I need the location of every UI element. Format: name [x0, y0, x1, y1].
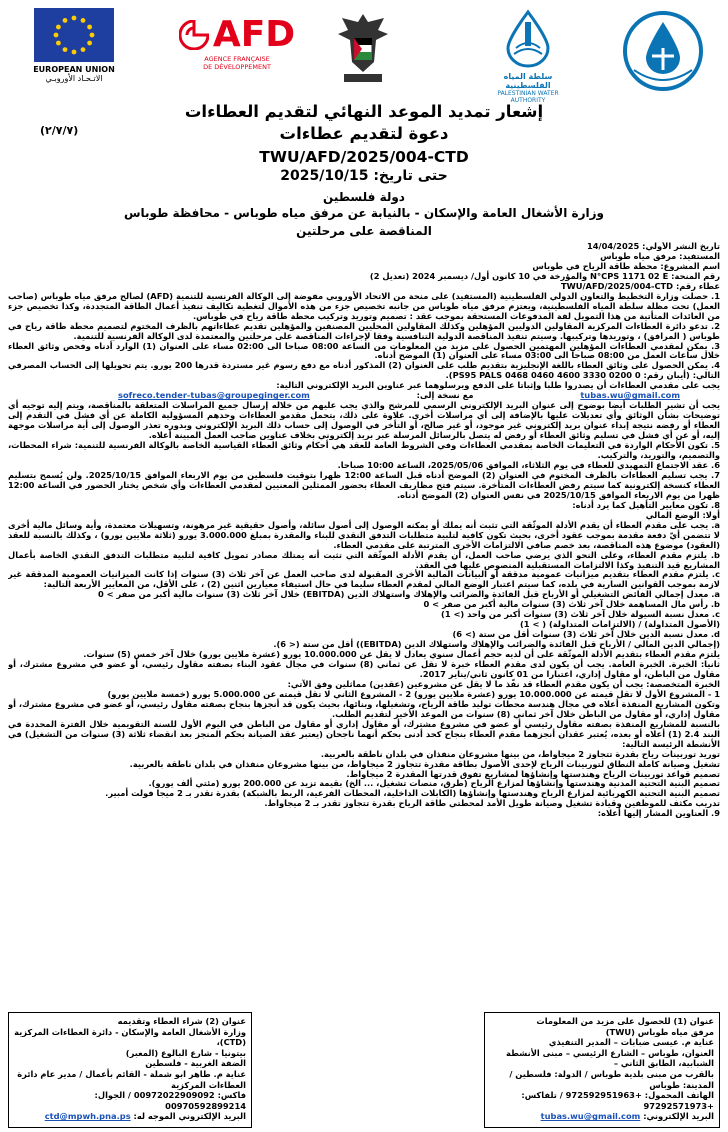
- criterion-a: a. يجب على مقدم العطاء أن يقدم الأدلة الموثّقة التي تثبت أنه يملك أو يمكنه الوصول إلى أصول سائلة، وأصول حقيقية غير مرهونة، وتسهيلات معتمدة، وأية وسائل مالية أخرى لا تتضمن أيّ دفعة مقدمة بموجب عقود أخرى، بحيث تكون كافية لتلبية متطلبات التدفق النقدي للبناء والمقدرة بمبلغ 3.000.000 يورو (ثلاثة ملايين يورو) ، وكذلك بالنسبة للعقد (العقود) موضوع هذه المناقصة، بعد خصم صافي الالتزامات الأخرى المترتبة على مقدمي العطاء.: [8, 519, 720, 550]
- financial-heading: أولا: الوضع المالي: [645, 509, 720, 520]
- address-box-1: [484, 1012, 720, 1128]
- address1-email-label: البريد الإلكتروني:: [643, 1111, 714, 1122]
- activity-3: تصميم قواعد توربينات الرياح وهندستها وإنشاؤها لمشاريع تفوق قدرتها المقدرة 2 ميجاواط.: [346, 768, 720, 779]
- contract-activities: بالنسبة للمشاريع المنفذة بصفته مقاول رئيسي أو عضو في مشروع مشترك، أو مقاول إداري أو مقاول من الباطن في اليوم الأول للسنة التقويمية خلال الفترة المحددة في البند 2.4 (1) أعلاه أو بعده، يُعتبر عقدان أنجزهما مقدم العطاء بنجاح كحد أدنى بحكم أنهما ناجحان (يعتبر عقد الصيانة بحكم المنجز بعد انقضاء ثلاثة (3) سنوات من التشغيل) في الأنشطة الرئيسة التالية:: [8, 718, 720, 749]
- paragraph-1: 1. حصلت وزارة التخطيط والتعاون الدولي الفلسطينية (المستفيد) على منحة من الاتحاد الأوروبي مفوضة إلى الوكالة الفرنسية للتنمية (AFD) لصالح مرفق مياه طوباس (صاحب العمل) تحت مظلة سلطة المياه الفلسطينية، ويعتزم مرفق مياه طوباس من جانبه تخصيص جزء من هذه الأموال لتغطية تكاليف تنفيذ أعمال الطاقة المتجددة، وكذا تخصيص جزء من العائدات المتأتية من هذا التمويل لفة المدفوعات المستحقة بموجب عقد : تصميم وتوريد وتركيب محطة طاقة رياح في طوباس.: [8, 290, 720, 321]
- project-values: 1 - المشروع الأول لا تقل قيمته عن 10.000.000 يورو (عشرة ملايين يورو) 2 - المشروع الثاني لا تقل قيمته عن 5.000.000 يورو (خمسة ملايين يورو): [107, 688, 720, 699]
- address2-line1: وزارة الأشغال العامة والإسكان - دائرة العطاءات المركزية (CTD)،: [14, 1026, 246, 1048]
- tender-type: المناقصة على مرحلتين: [296, 224, 432, 238]
- paragraph-5: 5. تكون الأحكام الواردة في التعليمات الخاصة بمقدمي العطاءات وفي الشروط العامة للعقد هي أحكام وثائق العطاء القياسية الخاصة بالوكالة الفرنسية للتنمية: شراء المحطات، والتصميم، والتوريد، والتركيب.: [8, 440, 720, 461]
- eagle-emblem-icon: [334, 8, 392, 92]
- address1-email-row: [490, 1111, 714, 1122]
- twu-logo: [618, 8, 708, 98]
- address1-line1: مرفق مياه طوباس (TWU): [605, 1026, 714, 1037]
- twu-emblem-icon: [620, 8, 706, 94]
- grant-number: رقم المنحة: N°CPS 1171 02 E والمؤرخة في 10 كانون أول/ ديسمبر 2024 (تعديل 2): [369, 270, 720, 281]
- ratio-d-formula: (إجمالي الدين المالي / الأرباح قبل الفائدة والضرائب والإهلاك واستهلاك الدين (EBITDA)) أقل من ستة (< 6).: [273, 639, 720, 650]
- address1-heading: عنوان (1) للحصول على مزيد من المعلومات: [536, 1016, 714, 1026]
- publish-date: تاريخ النشر الأولي: 14/04/2025: [587, 242, 720, 251]
- paragraph-4: 4. يمكن الحصول على وثائق العطاء باللغة الإنجليزية بتقديم طلب على العنوان (2) المذكور أدناه مع دفع رسوم غير مستردة قدرها 200 يورو. يتم تحويلها إلى الحساب المصرفي التالي: (أيبان رقم: PS95 PALS 0468 0460 4600 3330 0200 0).: [8, 360, 720, 381]
- ratio-d: d. معدل نسبة الدين خلال آخر ثلاث (3) سنوات أقل من ستة (> 6): [452, 629, 720, 640]
- email-cc-link[interactable]: sofreco.tender-tubas@groupeginger.com: [118, 390, 310, 401]
- ratio-c: c. معدل نسبة السيولة خلال آخر ثلاث (3) سنوات أكبر من واحد (> 1): [441, 609, 720, 620]
- palestine-emblem: [334, 8, 392, 96]
- eu-logo: [28, 8, 120, 83]
- email-note: يجب أن تشير الطلبات أيضا بوضوح إلى عنوان البريد الإلكتروني الرسمي للمرشح والذي يجب عليهم من خلاله إرسال جميع المراسلات المتعلقة بالمناقصة، ويتم إليه توجيه أي توضيحات بشأن الوثائق وأي تعديلات عليها بالإضافة إلى أي مراسلات أخرى. علاوة على ذلك، يتحمل مقدمو العطاءات وحدهم المسؤولية الكاملة عن أي فشل في التقدم إلى العطاء أو رفضه نتيجة إبداء عنوان بريد إلكتروني غير موجود، أو غير صالح، أو التأخر في الوصول إلى حساب ذلك البريد الإلكتروني وبدوره تعذر الوصول إلى أية مراسلات موجهة إليه، أو عن أي فشل في تسليم وثائق العطاء أو رفض له يتصل بالرسائل المرسلة عبر بريد إلكتروني بخلاف عناوين صاحب العمل المبينة أعلاه.: [8, 400, 720, 441]
- paragraph-2: 2. تدعو دائرة العطاءات المركزية المقاولين الدوليين المؤهلين وكذلك المقاولين المحليين المصنفين والمؤهلين تقديم عطاءاتهم بالظرف المختوم لتصميم محطة طاقة رياح في طوباس ( المرافق) ، وتوريدها وتركيبها. وسيتم تنفيذ المناقصة الدولية التنافسية وفقا لإجراءات المناقصة على مرحلتين والمعتمدة لدى الوكالة الفرنسية للتنمية.: [8, 320, 720, 341]
- address2-line5: فاكس: 00972022909092 / الجوال: 00970592899214: [94, 1090, 246, 1111]
- address1-email-link[interactable]: tubas.wu@gmail.com: [540, 1111, 641, 1122]
- afd-mark: AFD: [212, 14, 296, 55]
- notice-subtitle: دعوة لتقديم عطاءات: [279, 124, 449, 143]
- water-drop-icon: [498, 8, 558, 68]
- address-box-2: [8, 1012, 252, 1128]
- afd-logo: [172, 8, 302, 71]
- country: دولة فلسطين: [323, 190, 405, 204]
- activity-4: تصميم البنية التحتية المدنية وهندستها وإنشاؤها لمزارع الرياح (طرق، منصات تشغيل، ... الخ) بقيمة تزيد عن 200.000 يورو (مئتي ألف يورو).: [148, 778, 720, 789]
- paragraph-6: 6. عقد الاجتماع التمهيدي للعطاء في يوم الثلاثاء، الموافق 2025/05/06، الساعة 10:00 صباحا.: [337, 459, 720, 470]
- ratio-c-formula: (الأصول المتداولة) / (الالتزامات المتداولة) ( > 1): [520, 619, 720, 630]
- eu-name-ar: الاتـحـاد الأوروبـي: [45, 74, 103, 83]
- paragraph-8: 8. تكون معايير التأهيل كما يرد أدناه:: [572, 499, 720, 510]
- address2-email-label: البريد الإلكتروني الموجه له:: [133, 1111, 246, 1122]
- ratio-b: b. رأس مال المساهمة خلال آخر ثلاث (3) سنوات مالية أكبر من صفر > 0: [423, 599, 720, 610]
- email-primary-link[interactable]: tubas.wu@gmail.com: [580, 390, 680, 401]
- ratio-a: a. معدل إجمالي الفائض التشغيلي أو الأرباح قبل الفائدة والضرائب والإهلاك واستهلاك الدين (EBITDA) خلال آخر ثلاث (3) سنوات مالية أكبر من صفر > 0: [97, 589, 720, 600]
- turnover-requirement: يلتزم مقدم العطاء بتقديم الأدلة الموثّقة على أن لديه حجم أعمال سنوي يعادل لا يقل عن 10.000.000 يورو (عشرة ملايين يورو) خلال آخر خمس (5) سنوات.: [83, 649, 720, 660]
- deadline-date: حتى تاريخ: 2025/10/15: [280, 168, 448, 184]
- project-domain: وتكون المشاريع المنفذة أعلاه في مجال هندسة محطات توليد طاقة الرياح، وتشغيلها، وبنائها، بحيث يكون قد أنجزها بنجاح بصفته مقاول رئيسي، أو عضو في مشروع مشترك، أو مقاول إداري، أو مقاول من الباطن خلال آخر ثماني (8) سنوات من الموعد الأخير لتقديم الطلب.: [8, 698, 720, 719]
- address2-line3: الضفة الغربية - فلسطين: [145, 1058, 246, 1069]
- tender-number: عطاء رقم: TWU/AFD/2025/004-CTD: [560, 280, 720, 291]
- tender-code: TWU/AFD/2025/004-CTD: [259, 148, 469, 166]
- addresses-heading: 9. العناوين المشار إليها أعلاه:: [597, 808, 720, 819]
- eu-name-en: EUROPEAN UNION: [33, 65, 115, 74]
- paragraph-7: 7. يجب تسليم العطاءات بالظرف المختوم في العنوان (2) الموضح أدناه قبل الساعة 12:00 ظهرا بتوقيت فلسطين من يوم الاربعاء الموافق 2025/10/15. ولن يُسمح بتسليم العطاء كنسخة إلكترونية كما سيتم رفض العطاءات المتأخرة. سيتم فتح مظاريف العطاء بحضور الممثلين المعنيين لمقدمي العطاءات وأي شخص يختار الحضور في الساعة 12:00 ظهرا من يوم الاربعاء الموافق 2025/10/15 في نفس العنوان (2) الموضح أدناه.: [8, 469, 720, 500]
- criterion-b: b. يلتزم مقدم العطاء، وعلى النحو الذي يرضي صاحب العمل، أن يقدم الأدلة الموثّقة التي تثبت أنه يمتلك مصادر تمويل كافية لتلبية متطلبات التدفق النقدي الخاصة بأعمال المشاريع قيد التنفيذ وكذا الالتزامات المستقبلية المنصوص عليها في العقد.: [8, 549, 720, 570]
- pwa-name-en: PALESTINIAN WATER AUTHORITY: [497, 90, 559, 104]
- project-name: اسم المشروع: محطة طاقة الرياح في طوباس: [532, 260, 720, 271]
- activity-2: تشغيل وصيانة كاملة النطاق لتوربينات الرياح لإحدى الأصول بطاقة مقدرة تتجاوز 2 ميجاواط، من بينها مشروعان منفذان في بلدان ناطقة بالعربية.: [129, 758, 720, 769]
- address2-email-row: [14, 1111, 246, 1122]
- email-instruction: يجب على مقدمي العطاءات أن يصدروا طلبا وإثباتا على الدفع ويرسلوهما عبر عناوين البريد الإلكتروني التالية:: [276, 380, 720, 391]
- address2-line4: عناية م. طاهر ابو شملة - القائم بأعمال / مدير عام دائرة العطاءات المركزية: [17, 1068, 246, 1090]
- eu-flag-icon: [34, 8, 114, 62]
- afd-sub-2: DE DÉVELOPPEMENT: [203, 63, 271, 71]
- notice-body: [8, 242, 720, 958]
- address2-heading: عنوان (2) شراء العطاء وتقديمه: [117, 1016, 246, 1026]
- activity-5: تصميم البنية التحتية الكهربائية لمزارع الرياح وهندستها وإنشاؤها (الكابلات الداخلية، المحطات الفرعية، الربط بالشبكة) بقدرة تقدر بـ 2 ميجا فولت أمبير.: [105, 788, 720, 799]
- address1-line5: الهاتف المحمول: +972592951963 / تلفاكس: +97292571973: [521, 1090, 714, 1111]
- address2-email-link[interactable]: ctd@mpwh.pna.ps: [44, 1111, 131, 1122]
- reference-number: (٢/٧/٧): [40, 124, 79, 137]
- paragraph-3: 3. يمكن لمقدمي العطاءات المؤهلين المهتمين الحصول على مزيد من المعلومات من الساعة 08:00 صباحا الى 02:00 مساء على العنوان (1) الوارد أدناه وفحص وثائق العطاء خلال ساعات العمل من 08:00 صباحا الى 03:00 مساء على العنوان (1) الموضح أدناه.: [8, 340, 720, 361]
- address2-line2: بيتونيا - شارع البالوع (المعبر): [125, 1047, 246, 1058]
- specific-experience: الخبرة المتخصصة: يجب أن يكون مقدم العطاء قد نفّذ ما لا يقل عن مشروعين (عقدين) مماثلين وفق الآتي:: [287, 678, 720, 689]
- afd-emblem-icon: [179, 20, 209, 50]
- pwa-name-ar: سلطة المياه الفلسطينية: [503, 72, 553, 90]
- pwa-logo: [482, 8, 574, 104]
- notice-title: إشعار تمديد الموعد النهائي لتقديم العطاءات: [184, 102, 544, 121]
- address1-line2: عناية م. عيسى ضبابات – المدير التنفيذي: [548, 1037, 714, 1048]
- afd-sub-1: AGENCE FRANÇAISE: [204, 55, 270, 63]
- beneficiary: المستفيد: مرفق مياه طوباس: [600, 250, 720, 261]
- address1-line3: العنوان، طوباس – الشارع الرئيسي – مبنى الأنشطة الشبابية، الطابق الثاني –: [506, 1047, 714, 1069]
- address1-line4: بالقرب من مبنى بلدية طوباس / الدولة: فلسطين / المدينة: طوباس: [509, 1068, 714, 1090]
- general-experience: ثانيا: الخبرة. الخبرة العامة. يجب أن يكون لدى مقدم العطاء خبرة لا تقل عن ثماني (8) سنوات في مجال عقود البناء بصفته مقاول رئيسي، أو عضو في مشروع مشترك، أو مقاول من الباطن، أو مقاول إداري، اعتبارا من 01 كانون ثاني/يناير 2017.: [8, 659, 720, 679]
- criterion-c: c. يلتزم مقدم العطاء بتقديم ميزانيات عمومية مدققة أو البيانات المالية الأخرى المقبولة لدى صاحب العمل عن آخر ثلاث (3) سنوات إذا كانت الميزانيات العمومية المدققة غير لازمة بموجب القوانين السارية في بلده، كما سيتم اعتبار الوضع المالي لمقدم العطاء سليما في حال استيفاء معيارين اثنين (2) ، على الأقل، من المعايير الأربعة التالية:: [8, 569, 720, 590]
- ministry-line: وزارة الأشغال العامة والإسكان - بالنيابة عن مرفق مياه طوباس - محافظة طوباس: [123, 206, 605, 220]
- logo-bar: [0, 8, 728, 104]
- activity-1: توريد توربينات رياح بقدرة تتجاوز 2 ميجاواط، من بينها مشروعان منفذان في بلدان ناطقة بالعربية.: [320, 748, 720, 759]
- email-cc-label: مع نسخة إلى:: [416, 390, 474, 401]
- activity-6: تدريب مكثف للموظفين وقيادة تشغيل وصيانة طويل الأمد لمحطتي طاقة الرياح بقدرة تتجاوز تقدر بـ 2 ميجاواط.: [264, 798, 720, 809]
- address-boxes: [8, 1012, 720, 1128]
